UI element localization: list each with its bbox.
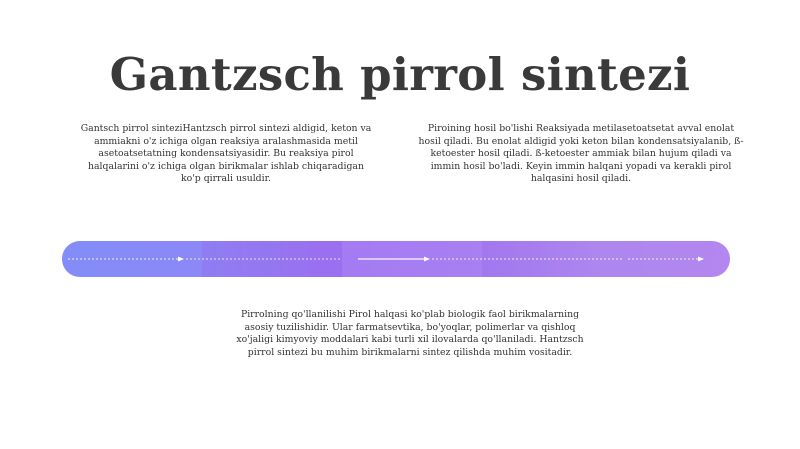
right-arrow-icon [178,257,184,262]
section-text-synthesis: Gantsch pirrol sinteziHantzsch pirrol sintezi aldigid, keton va ammiakni o'z ichiga olgan reaksiya aralashmasida metil asetoatsetatning kondensatsiyasidir. Bu reaksiya pirol halqalarini o'z ichiga olgan birikmalar ishlab chiqaradigan ko'p qirrali usuldir. [80,123,372,184]
timeline-bar [62,241,730,277]
section-text-applications: Pirrolning qo'llanilishi Pirol halqasi ko'plab biologik faol birikmalarning asosiy tuzilishidir. Ular farmatsevtika, bo'yoqlar, polimerlar va qishloq xo'jaligi kimyoviy moddalari kabi turli xil ilovalarda qo'llaniladi. Hantzsch pirrol sintezi bu muhim birikmalarni sintez qilishda muhim vositadir. [236,309,584,358]
section-text-pyrrole-formation: Piroining hosil bo'lishi Reaksiyada metilasetoatsetat avval enolat hosil qiladi. Bu enolat aldigid yoki keton bilan kondensatsiyalanib, ß-ketoester hosil qiladi. ß-ketoester ammiak bilan hujum qiladi va immin hosil bo'ladi. Keyin immin halqani yopadi va kerakli pirol halqasini hosil qiladi. [418,123,744,184]
slide-title: Gantzsch pirrol sintezi [109,48,691,102]
right-arrow-icon [424,257,430,262]
timeline-arrows [62,241,730,277]
right-arrow-icon [698,257,704,262]
